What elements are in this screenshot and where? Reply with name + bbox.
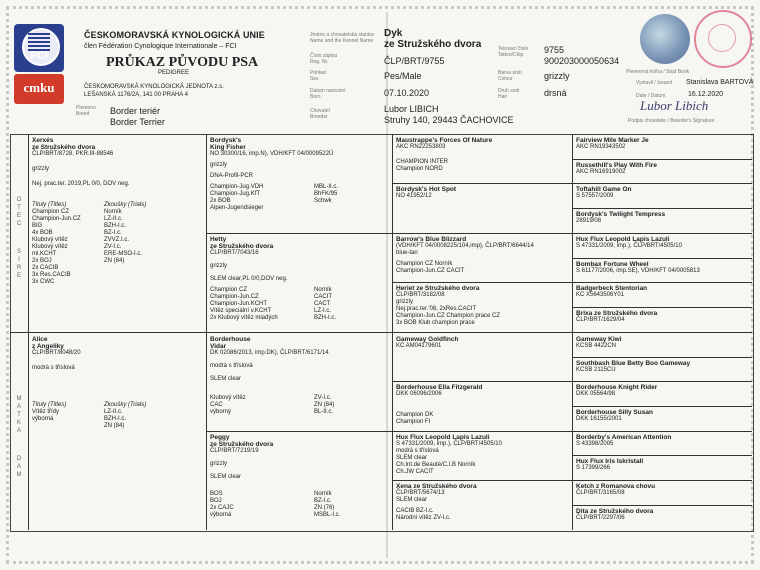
coat-label: Druh srsti Hair xyxy=(498,88,520,100)
issue-date: 16.12.2020 xyxy=(688,91,724,98)
grandparent-name: Hetty ze Stružského dvora xyxy=(210,236,274,250)
dam-exam: ZN (84) xyxy=(104,423,125,429)
gen4-cell: Brixa ze Stružského dvora ČLP/BRT/1629/04 xyxy=(576,310,658,323)
dam-cell xyxy=(32,336,202,430)
org-name: ČESKOMORAVSKÁ KYNOLOGICKÁ JEDNOTA z.s. xyxy=(84,84,224,90)
sire-exam: BZH-I.c. xyxy=(104,223,126,229)
sire-title: Champion-Jun.CZ xyxy=(32,216,81,222)
sire-exam: ZN (84) xyxy=(104,258,125,264)
sire-title: Klubový vítěz ml.KCHT xyxy=(32,244,68,257)
great-grandparent-cell: Barrow's Blue Blizzard (VDH/KFT 04/0008225/104,imp), ČLP/BRT/6644/14 blue-tan Champion CZ Norník Champion-Jun.CZ CACIT xyxy=(396,236,534,274)
dam-name: Alice z Angeliky xyxy=(32,336,64,350)
grandparent-name: Peggy ze Stružského dvora xyxy=(210,434,274,448)
gen4-cell: Borderhouse Knight Rider DKK 05564/98 xyxy=(576,384,658,397)
grandparent-reg: ČLP/BRT/7043/16 xyxy=(210,250,259,256)
signature-label: Podpis chovatele / Breeder's Signature xyxy=(628,118,715,124)
grandparent-cell: Bordysk's King Fisher NO 30300/16, imp.N), VDH/KFT 04/0009522Ü grizzly DNA-Profil-PCR Champion-Jug.VDH Champion-Jug.KfT 2x BOB Alpen-Jugendsieger MBL-II.c. BhFK/95 Schwk xyxy=(210,137,388,212)
reg-number: ČLP/BRT/9755 xyxy=(384,56,445,66)
color-value: grizzly xyxy=(544,71,570,81)
gen4-cell: Hux Flux Iris Iskristall S 17399/266 xyxy=(576,458,644,471)
sire-title: Klubový vítěz xyxy=(32,237,68,243)
issued-label: Vystavil / Issued xyxy=(636,80,672,86)
grandparent-name: Bordysk's King Fisher xyxy=(210,137,246,151)
grandparent-cell: Hetty ze Stružského dvora ČLP/BRT/7043/16 grizzly SLEM clear,PL 0/0,DOV neg. Champion CZ Champion-Jun.CZ Champion-Jun.KCHT Vítěz speciální v.KCHT 2x Klubový vítěz mladých Norník CACIT CACT LZ-I.c. BZH-I.c. xyxy=(210,236,388,322)
breeder-signature: Lubor Libich xyxy=(640,98,709,113)
doc-title: PRŮKAZ PŮVODU PSA xyxy=(106,55,259,70)
sire-title: 2x CACIB xyxy=(32,265,59,271)
sire-title: 2x BOJ xyxy=(32,258,52,264)
stamp-inner xyxy=(708,24,736,52)
great-grandparent-cell: Gameway Goldfinch KC AM04179601 xyxy=(396,336,459,349)
sire-cell xyxy=(32,137,202,286)
dam-label: D A M xyxy=(16,456,22,478)
dob-label: Datum narození Born xyxy=(310,88,346,100)
matka-label: M A T K A xyxy=(16,396,22,434)
gen4-cell: Southbash Blue Betty Boo Gameway KCSB 2115CU xyxy=(576,360,691,373)
great-grandparent-cell: Hux Flux Leopold Lapis Lazuli S 47331/2009, imp.), ČLP/BRT/4505/10 modrá s tříslová SLEM clear Ch.Int.de Beauté/C.I.B Norník Ch.JW CACIT xyxy=(396,434,502,475)
gen4-cell: Dita ze Stružského dvora ČLP/BRT/2297/06 xyxy=(576,508,654,521)
color-label: Barva srsti Colour xyxy=(498,70,522,82)
sire-color: grizzly xyxy=(32,166,50,172)
sire-notes: Nej. prac.ter. 2019,PL 0/0, DOV neg. xyxy=(32,181,130,187)
name-label: Jméno a chovatelská stanice Name and the Kennel Name xyxy=(310,32,375,44)
dam-titles-label: Tituly (Titles) xyxy=(32,402,67,408)
grandparent-cell: Borderhouse Vidar DK 02086/2013, imp.DK), ČLP/BRT/6171/14 modrá s tříslová SLEM clear Klubový vítěz CAC výborný ZV-I.c. ZN (84) BL-II.c. xyxy=(210,336,388,416)
sire-name: Xerxés ze Stružského dvora xyxy=(32,137,96,151)
doc-subtitle: PEDIGREE xyxy=(158,70,190,76)
date-label: Date / Datum xyxy=(636,93,666,99)
gen4-cell: Fairview Mile Marker Je AKC RN19343502 xyxy=(576,137,649,150)
great-grandparent-cell: Bordysk's Hot Spot NO 41952/12 xyxy=(396,186,457,199)
great-grandparent-cell: Maustrappe's Forces Of Nature AKC RN22253803 CHAMPION INTER Champion NORD xyxy=(396,137,493,172)
gen4-cell: Borderby's American Attention S 43398/2005 xyxy=(576,434,672,447)
gen4-cell: Bordysk's Twilight Tempress 28919/08 xyxy=(576,211,666,224)
issuer-name: Stanislava BARTOVÁ xyxy=(686,79,754,86)
reg-label: Číslo zápisu Reg. Nr. xyxy=(310,53,338,65)
grandparent-name: Borderhouse Vidar xyxy=(210,336,251,350)
sire-exam: Norník xyxy=(104,209,122,215)
fci-logo xyxy=(14,24,68,106)
tattoo-number: 9755 xyxy=(544,45,565,55)
grandparent-color: grizzly xyxy=(210,461,228,467)
sire-exam: BZ-I.c. xyxy=(104,230,122,236)
tattoo-label: Tetovací číslo Tattoo/Chip xyxy=(498,46,529,58)
great-grandparent-cell: Borderhouse Ella Fitzgerald DKK 06096/2006 Champion DK Champion FI xyxy=(396,384,483,425)
sex-label: Pohlaví Sex xyxy=(310,70,327,82)
org-subtitle: člen Fédération Cynologique Internationale – FCI xyxy=(84,43,237,50)
org-title: ČESKOMORAVSKÁ KYNOLOGICKÁ UNIE xyxy=(84,30,265,40)
grandparent-cell: Peggy ze Stružského dvora ČLP/BRT/7219/19 grizzly SLEM clear BOS BOJ 2x CAJC výborná Norník BZ-I.c. ZN (76) MSBL-I.c. xyxy=(210,434,388,519)
sire-exams-label: Zkoušky (Trials) xyxy=(104,202,147,208)
breed-label: Plemeno Breed xyxy=(76,105,96,117)
sire-exam: LZ-II.c. xyxy=(104,216,123,222)
breeder-address: Struhy 140, 29443 ČACHOVICE xyxy=(384,115,514,125)
dob-value: 07.10.2020 xyxy=(384,88,430,98)
cmku-logo-text: cmku xyxy=(23,80,55,95)
grandparent-color: modrá s tříslová xyxy=(210,363,253,369)
grandparent-notes: SLEM clear,PL 0/0,DOV neg. xyxy=(210,276,288,282)
otec-label: O T E C xyxy=(16,197,22,227)
org-address: LEŠANSKÁ 1176/2A, 141 00 PRAHA 4 xyxy=(84,92,188,98)
dam-title: Vítěz třídy xyxy=(32,409,60,415)
grandparent-notes: SLEM clear xyxy=(210,474,242,480)
gen4-cell: Ketch z Romanova chovu ČLP/BRT/3165/08 xyxy=(576,483,656,496)
chip-number: 900203000050634 xyxy=(544,56,620,66)
sire-reg: ČLP/BRT/8728, PKR.III-88546 xyxy=(32,151,114,157)
sire-exam: ZV-I.c. xyxy=(104,244,122,250)
sire-title: 3x CWC xyxy=(32,279,55,285)
gen4-cell: Bombax Fortune Wheel S 61177/2006, imp.SE), VDH/KFT 04/0005813 xyxy=(576,261,700,274)
breeder-label: Chovatel Breeder xyxy=(310,108,330,120)
breed-en: Border Terrier xyxy=(110,117,165,127)
grandparent-reg: NO 30300/16, imp.N), VDH/KFT 04/0009522Ü xyxy=(210,151,334,157)
breed-cz: Border teriér xyxy=(110,106,161,116)
gen4-cell: Badgerbeck Stentorian KC X5643506Y01 xyxy=(576,285,648,298)
sire-title: Champion CZ xyxy=(32,209,70,215)
studbook-label: Plemenná kniha / Stud Book xyxy=(626,69,690,75)
dam-exam: BZH-I.c. xyxy=(104,416,126,422)
grandparent-notes: DNA-Profil-PCR xyxy=(210,173,254,179)
great-grandparent-cell: Heriet ze Stružského dvora ČLP/BRT/3182/08 grizzly Nej.prac.ter.'08, 2xRes.CACIT Champion-Jun.CZ Champion prace CZ 3x BOB Klub champion práce xyxy=(396,285,501,326)
fci-logo-text: FCI xyxy=(30,50,48,62)
sire-title: BIG xyxy=(32,223,43,229)
gen4-cell: Borderhouse Silly Susan DKK 16155/2001 xyxy=(576,409,653,422)
gen4-cell: Toftahill Game On S 57557/2009 xyxy=(576,186,632,199)
sire-label: S I R E xyxy=(16,249,22,279)
dam-color: modrá s tříslová xyxy=(32,365,75,371)
grandparent-color: grizzly xyxy=(210,162,228,168)
sire-exam: ERE-MSO-I.c. xyxy=(104,251,143,257)
dam-exam: LZ-II.c. xyxy=(104,409,123,415)
gen4-cell: Gameway Kiwi KCSB 4422CN xyxy=(576,336,622,349)
grandparent-reg: DK 02086/2013, imp.DK), ČLP/BRT/6171/14 xyxy=(210,350,329,356)
grandparent-color: grizzly xyxy=(210,263,228,269)
grandparent-reg: ČLP/BRT/7219/19 xyxy=(210,448,259,454)
gen4-cell: Hux Flux Leopold Lapis Lazuli S 47331/2009, imp.), ČLP/BRT/4505/10 xyxy=(576,236,682,249)
grandparent-notes: SLEM clear xyxy=(210,376,242,382)
coat-value: drsná xyxy=(544,88,567,98)
hologram-seal xyxy=(640,14,690,64)
sire-title: 3x Res.CACIB xyxy=(32,272,71,278)
sex-value: Pes/Male xyxy=(384,71,422,81)
great-grandparent-cell: Xena ze Stružského dvora ČLP/BRT/5674/13 SLEM clear CACIB BZ-I.c. Národní vítěz ZV-I.c. xyxy=(396,483,477,521)
dam-title: výborná xyxy=(32,416,54,422)
sire-titles-label: Tituly (Titles) xyxy=(32,202,67,208)
breeder-name: Lubor LIBICH xyxy=(384,104,439,114)
dam-exams-label: Zkoušky (Trials) xyxy=(104,402,147,408)
sire-exam: ZVVZ.I.c. xyxy=(104,237,130,243)
gen4-cell: Russethill's Play With Fire AKC RN16919002 xyxy=(576,162,657,175)
dam-reg: ČLP/BRT/8048/20 xyxy=(32,350,81,356)
dog-name: Dyk ze Stružského dvora xyxy=(384,28,482,50)
sire-title: 4x BOB xyxy=(32,230,53,236)
